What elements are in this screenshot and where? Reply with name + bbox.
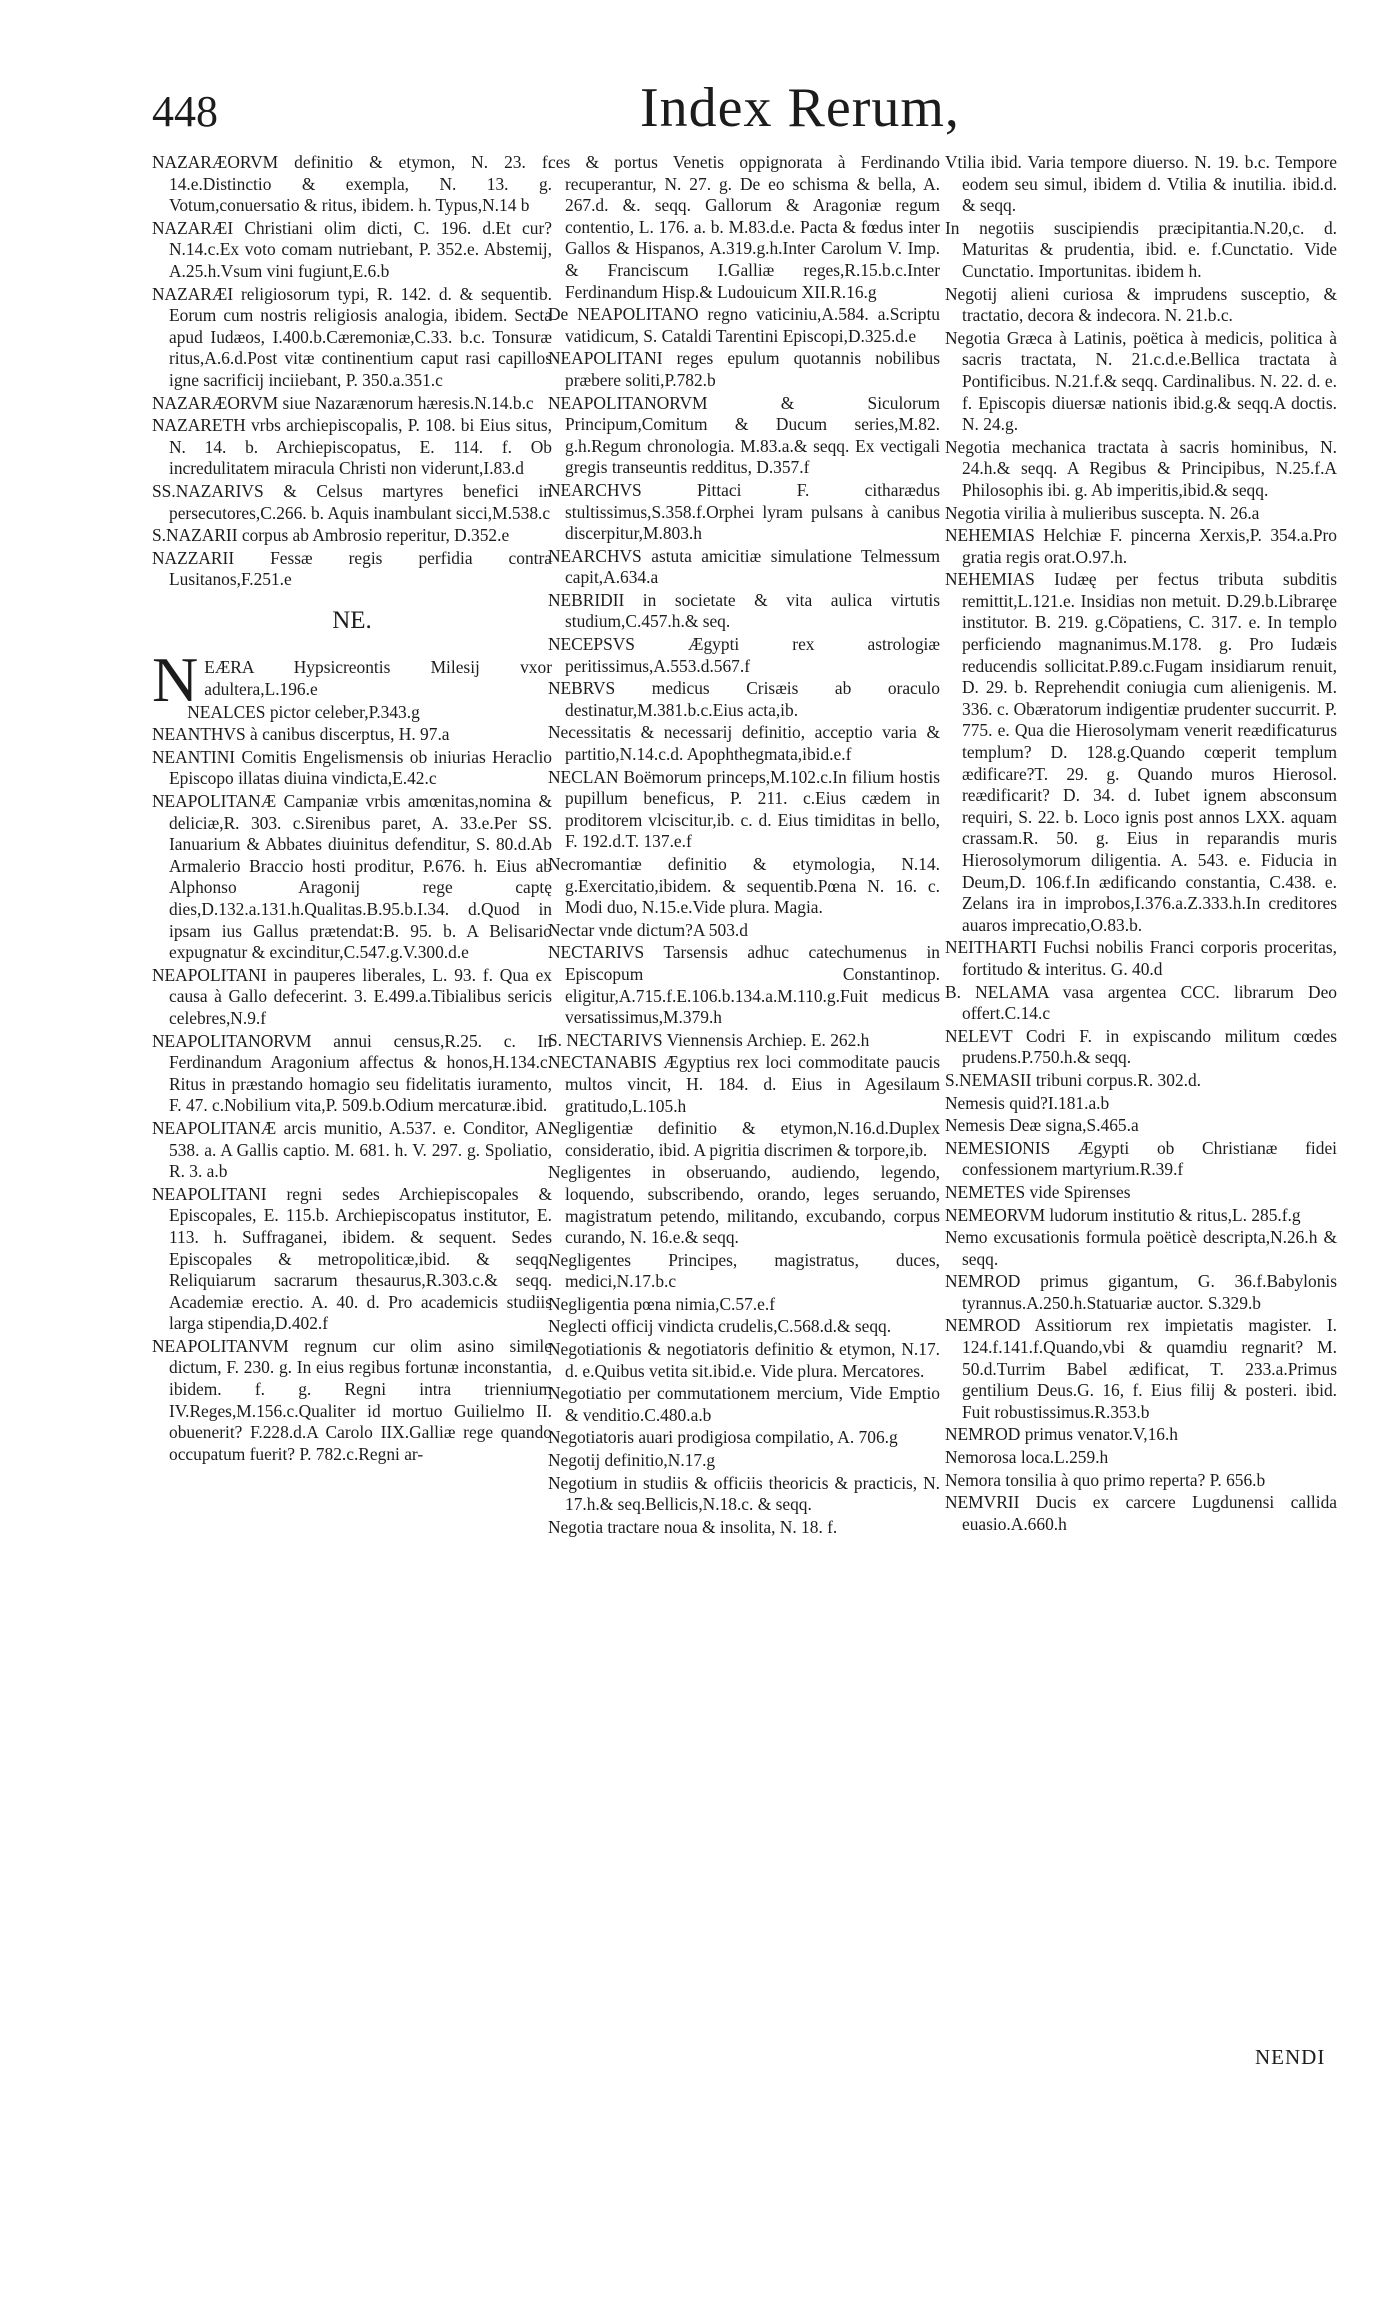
index-entry: NEMROD primus venator.V,16.h	[945, 1424, 1178, 1445]
section-heading: NE.	[332, 606, 372, 634]
index-entry: NEAPOLITANORVM annui census,R.25. c. In Ferdinandum Aragonium affectus & honos,H.134.c. Ritus in præstando homagio seu fidelitatis iuramento, F. 47. c.Nobilium vita,P. 509.b.Odium mercaturæ.ibid.	[152, 1030, 552, 1116]
index-entry: B. NELAMA vasa argentea CCC. librarum Deo offert.C.14.c	[945, 981, 1337, 1024]
index-entry: Negotia tractare noua & insolita, N. 18. f.	[548, 1516, 838, 1537]
index-entry: NECTANABIS Ægyptius rex loci commoditate paucis multos vincit, H. 184. d. Eius in Agesilaum gratitudo,L.105.h	[548, 1052, 940, 1116]
index-entry: NEAPOLITANÆ Campaniæ vrbis amœnitas,nomina & deliciæ,R. 303. c.Sirenibus paret, A. 33.e.Per SS. Ianuarium & Abbates diuinitus defenditur, S. 80.d.Ab Armalerio Braccio hosti proditur, P.676. h. Eius ab Alphonso Aragonij rege captę dies,D.132.a.131.h.Qualitas.B.95.b.I.34. d.Quod in ipsam ius Gallus prætendat:B. 95. b. A Belisario expugnatur & excinditur,C.547.g.V.300.d.e	[152, 791, 552, 963]
index-entry: Necromantiæ definitio & etymologia, N.14. g.Exercitatio,ibidem. & sequentib.Pœna N. 16. c. Modi duo, N.15.e.Vide plura. Magia.	[548, 854, 940, 918]
index-entry: Negotiatoris auari prodigiosa compilatio, A. 706.g	[548, 1427, 898, 1448]
index-entry: Nectar vnde dictum?A 503.d	[548, 919, 748, 940]
index-entry: NEBRIDII in societate & vita aulica virtutis studium,C.457.h.& seq.	[548, 589, 940, 632]
index-entry: Negligentia pœna nimia,C.57.e.f	[548, 1293, 775, 1314]
index-entry: NECTARIVS Tarsensis adhuc catechumenus in Episcopum Constantinop. eligitur,A.715.f.E.106.b.134.a.M.110.g.Fuit medicus versatissimus,M.379.h	[548, 942, 940, 1028]
index-entry: Negligentes in obseruando, audiendo, legendo, loquendo, subscribendo, orando, leges seruando, magistratum petendo, militando, excubando, corpus curando, N. 16.e.& seqq.	[548, 1162, 940, 1248]
index-entry: NEAPOLITANI in pauperes liberales, L. 93. f. Qua ex causa à Gallo defecerint. 3. E.499.a.Tibialibus sericis celebres,N.9.f	[152, 964, 552, 1028]
index-column-3	[945, 152, 1337, 1536]
index-entry: NEMEORVM ludorum institutio & ritus,L. 285.f.g	[945, 1204, 1301, 1225]
index-entry: NEHEMIAS Helchiæ F. pincerna Xerxis,P. 354.a.Pro gratia regis orat.O.97.h.	[945, 525, 1337, 567]
index-entry: Negligentiæ definitio & etymon,N.16.d.Duplex consideratio, ibid. A pigritia discrimen & torpore,ib.	[548, 1118, 940, 1160]
index-entry: NEAPOLITANÆ arcis munitio, A.537. e. Conditor, A. 538. a. A Gallis captio. M. 681. h. V. 297. g. Spoliatio, R. 3. a.b	[152, 1117, 552, 1182]
index-entry: Nemesis quid?I.181.a.b	[945, 1092, 1110, 1113]
index-entry: NEAPOLITANI reges epulum quotannis nobilibus præbere soliti,P.782.b	[548, 348, 940, 390]
index-entry: NEITHARTI Fuchsi nobilis Franci corporis proceritas, fortitudo & interitus. G. 40.d	[945, 937, 1337, 979]
drop-cap: N	[152, 644, 199, 716]
index-entry: Negotia virilia à mulieribus suscepta. N. 26.a	[945, 502, 1260, 523]
index-entry: S.NAZARII corpus ab Ambrosio reperitur, D.352.e	[152, 525, 510, 546]
index-entry: NEAPOLITANVM regnum cur olim asino simile dictum, F. 230. g. In eius regibus fortunæ inconstantia, ibidem. f. g. Regni intra triennium IV.Reges,M.156.c.Qualiter id mortuo Guilielmo II. obuenerit? F.228.d.A Carolo IIX.Galliæ rege quando occupatum fuerit? P. 782.c.Regni ar-	[152, 1335, 552, 1464]
index-entry: NAZARÆORVM siue Nazarænorum hæresis.N.14.b.c	[152, 392, 534, 413]
index-column-2	[548, 152, 940, 1539]
index-entry: NECLAN Boëmorum princeps,M.102.c.In filium hostis pupillum beneficus, P. 211. c.Eius cædem in proditorem vlciscitur,ib. c. d. Eius timiditas in bello, F. 192.d.T. 137.e.f	[548, 766, 940, 852]
index-entry: Nemo excusationis formula poëticè descripta,N.26.h & seqq.	[945, 1227, 1337, 1269]
index-entry: NELEVT Codri F. in expiscando militum cœdes prudens.P.750.h.& seqq.	[945, 1025, 1337, 1068]
index-entry: NAZARÆI religiosorum typi, R. 142. d. & sequentib. Eorum cum nostris religiosis analogia, ibidem. Secta apud Iudæos, I.400.b.Cæremoniæ,C.33. b.c. Tonsuræ ritus,A.6.d.Post vitæ continentium caput rasi capillos igne sacrificij inciiebant, P. 350.a.351.c	[152, 283, 552, 390]
index-entry: NEANTHVS à canibus discerptus, H. 97.a	[152, 724, 450, 745]
index-entry: NEARCHVS Pittaci F. citharædus stultissimus,S.358.f.Orphei lyram pulsans à canibus discerpitur,M.803.h	[548, 479, 940, 544]
index-entry: SS.NAZARIVS & Celsus martyres benefici in persecutores,C.266. b. Aquis inambulant sicci,M.538.c	[152, 480, 552, 523]
index-entry: Negotia mechanica tractata à sacris hominibus, N. 24.h.& seqq. A Regibus & Principibus, N.25.f.A Philosophis ibi. g. Ab imperitis,ibid.& seqq.	[945, 436, 1337, 500]
dropcap-entry-text: EÆRA Hypsicreontis Milesij vxor adultera,L.196.e	[204, 657, 552, 700]
index-entry: NAZARÆORVM definitio & etymon, N. 23. f. 14.e.Distinctio & exempla, N. 13. g. Votum,conuersatio & ritus, ibidem. h. Typus,N.14 b	[152, 152, 552, 216]
catchword: NENDI	[1255, 2045, 1326, 2069]
index-entry: Negotij definitio,N.17.g	[548, 1450, 716, 1471]
index-entry: NEMETES vide Spirenses	[945, 1181, 1131, 1202]
index-entry: Negotij alieni curiosa & imprudens susceptio, & tractatio, decora & indecora. N. 21.b.c.	[945, 283, 1337, 326]
index-entry: NEAPOLITANI regni sedes Archiepiscopales & Episcopales, E. 115.b. Archiepiscopatus institutor, E. 113. h. Suffraganei, ibidem. & sequent. Sedes Episcopales & metropoliticæ,ibid. & seqq. Reliquiarum sacrarum thesaurus,R.303.c.& seqq. Academiæ erectio. A. 40. d. Pro academicis studiis larga stipendia,D.402.f	[152, 1183, 552, 1334]
index-entry: Negotiationis & negotiatoris definitio & etymon, N.17. d. e.Quibus vetita sit.ibid.e. Vide plura. Mercatores.	[548, 1339, 940, 1381]
index-entry: Nemora tonsilia à quo primo reperta? P. 656.b	[945, 1469, 1266, 1490]
index-entry: Nemorosa loca.L.259.h	[945, 1447, 1109, 1468]
index-entry: Negotiatio per commutationem mercium, Vide Emptio & venditio.C.480.a.b	[548, 1383, 940, 1425]
running-title: Index Rerum,	[640, 77, 960, 139]
index-entry: NEAPOLITANORVM & Siculorum Principum,Comitum & Ducum series,M.82. g.h.Regum chronologia. M.83.a.& seqq. Ex vectigali gregis transeuntis redditus, D.357.f	[548, 392, 940, 478]
index-entry: NAZARÆI Christiani olim dicti, C. 196. d.Et cur? N.14.c.Ex voto comam nutriebant, P. 352.e. Abstemij, A.25.h.Vsum vini fugiunt,E.6.b	[152, 217, 552, 281]
index-entry: NAZARETH vrbs archiepiscopalis, P. 108. bi Eius situs, N. 14. b. Archiepiscopatus, E. 114. f. Ob incredulitatem miracula Christi non viderunt,I.83.d	[152, 415, 552, 479]
index-entry: NEBRVS medicus Crisæis ab oraculo destinatur,M.381.b.c.Eius acta,ib.	[548, 678, 940, 720]
index-entry: Necessitatis & necessarij definitio, acceptio varia & partitio,N.14.c.d. Apophthegmata,ibid.e.f	[548, 722, 940, 765]
index-entry: Negotia Græca à Latinis, poëtica à medicis, politica à sacris tractata, N. 21.c.d.e.Bellica tractata à Pontificibus. N.21.f.& seqq. Cardinalibus. N. 22. d. e. f. Episcopis diuersæ nationis ibid.g.& seqq.A doctis. N. 24.g.	[945, 327, 1337, 435]
index-entry: Vtilia ibid. Varia tempore diuerso. N. 19. b.c. Tempore eodem seu simul, ibidem d. Vtilia & inutilia. ibid.d. & seqq.	[945, 152, 1337, 216]
page-number: 448	[152, 87, 218, 136]
index-column-1	[152, 152, 552, 1466]
index-entry: NEMESIONIS Ægypti ob Christianæ fidei confessionem martyrium.R.39.f	[945, 1137, 1337, 1180]
index-entry: Neglecti officij vindicta crudelis,C.568.d.& seqq.	[548, 1316, 892, 1337]
index-entry: NEHEMIAS Iudæę per fectus tributa subditis remittit,L.121.e. Insidias non metuit. D.29.b.Libraręe institutor. B. 219. g.Cöpatiens, C. 317. e. In templo perficiendo magnanimus.M.178. g. Pro Iudæis reducendis sollicitat.P.89.c.Fugam insidiarum renuit, D. 29. b. Reprehendit coniugia cum alienigenis. M. 336. c. Obæratorum indigentiæ prudenter succurrit. P. 775. e. Qua die Hierosolymam venerit reædificaturus templum? D. 128.g.Quando cœperit templum ædificare?T. 29. g. Quando muros Hierosol. reædificarit? D. 34. d. Iubet ignem absconsum requiri, S. 22. b. Loco ignis post annos LXX. aquam crassam.R. 50. g. Eius in reparandis muris Hierosolymorum diligentia. A. 543. e. Fiducia in Deum,D. 106.f.In ædificando constantia, C.438. e. Zelans ira in improbos,I.376.a.Z.333.h.In creditores auaros imprecatio,O.83.b.	[945, 569, 1337, 935]
index-entry: S.NEMASII tribuni corpus.R. 302.d.	[945, 1069, 1202, 1090]
index-entry: Negotium in studiis & officiis theoricis & practicis, N. 17.h.& seq.Bellicis,N.18.c. & seqq.	[548, 1472, 940, 1515]
index-entry: In negotiis suscipiendis præcipitantia.N.20,c. d. Maturitas & prudentia, ibid. e. f.Cunctatio. Vide Cunctatio. Importunitas. ibidem h.	[945, 217, 1337, 281]
index-entry: S. NECTARIVS Viennensis Archiep. E. 262.h	[548, 1029, 870, 1050]
index-entry: NEMROD Assitiorum rex impietatis magister. I. 124.f.141.f.Quando,vbi & quamdiu regnarit? M. 50.d.Turrim Babel ædificat, T. 233.a.Primus gentilium Deus.G. 16, f. Eius filij & posteri. ibid. Fuit robustissimus.R.353.b	[945, 1315, 1337, 1422]
index-entry: NEANTINI Comitis Engelismensis ob iniurias Heraclio Episcopo illatas diuina vindicta,E.42.c	[152, 746, 552, 789]
index-entry: NEMROD primus gigantum, G. 36.f.Babylonis tyrannus.A.250.h.Statuariæ auctor. S.329.b	[945, 1271, 1337, 1313]
index-entry: ces & portus Venetis oppignorata à Ferdinando recuperantur, N. 27. g. De eo schisma & bella, A. 267.d. &. seqq. Gallorum & Aragoniæ regum contentio, L. 176. a. b. M.83.d.e. Pacta & fœdus inter Gallos & Hispanos, A.319.g.h.Inter Carolum V. Imp. & Franciscum I.Galliæ reges,R.15.b.c.Inter Ferdinandum Hisp.& Ludouicum XII.R.16.g	[548, 152, 940, 302]
index-entry: NEARCHVS astuta amicitiæ simulatione Telmessum capit,A.634.a	[548, 545, 940, 588]
index-entry: NEMVRII Ducis ex carcere Lugdunensi callida euasio.A.660.h	[945, 1492, 1337, 1534]
index-entry: NAZZARII Fessæ regis perfidia contra Lusitanos,F.251.e	[152, 547, 552, 590]
index-entry: Nemesis Deæ signa,S.465.a	[945, 1115, 1139, 1136]
index-entry: NECEPSVS Ægypti rex astrologiæ peritissimus,A.553.d.567.f	[548, 634, 940, 676]
index-entry: Negligentes Principes, magistratus, duces, medici,N.17.b.c	[548, 1249, 940, 1292]
index-entry: NEALCES pictor celeber,P.343.g	[187, 701, 420, 722]
index-entry: De NEAPOLITANO regno vaticiniu,A.584. a.Scriptu vatidicum, S. Cataldi Tarentini Episcopi,D.325.d.e	[548, 304, 940, 346]
